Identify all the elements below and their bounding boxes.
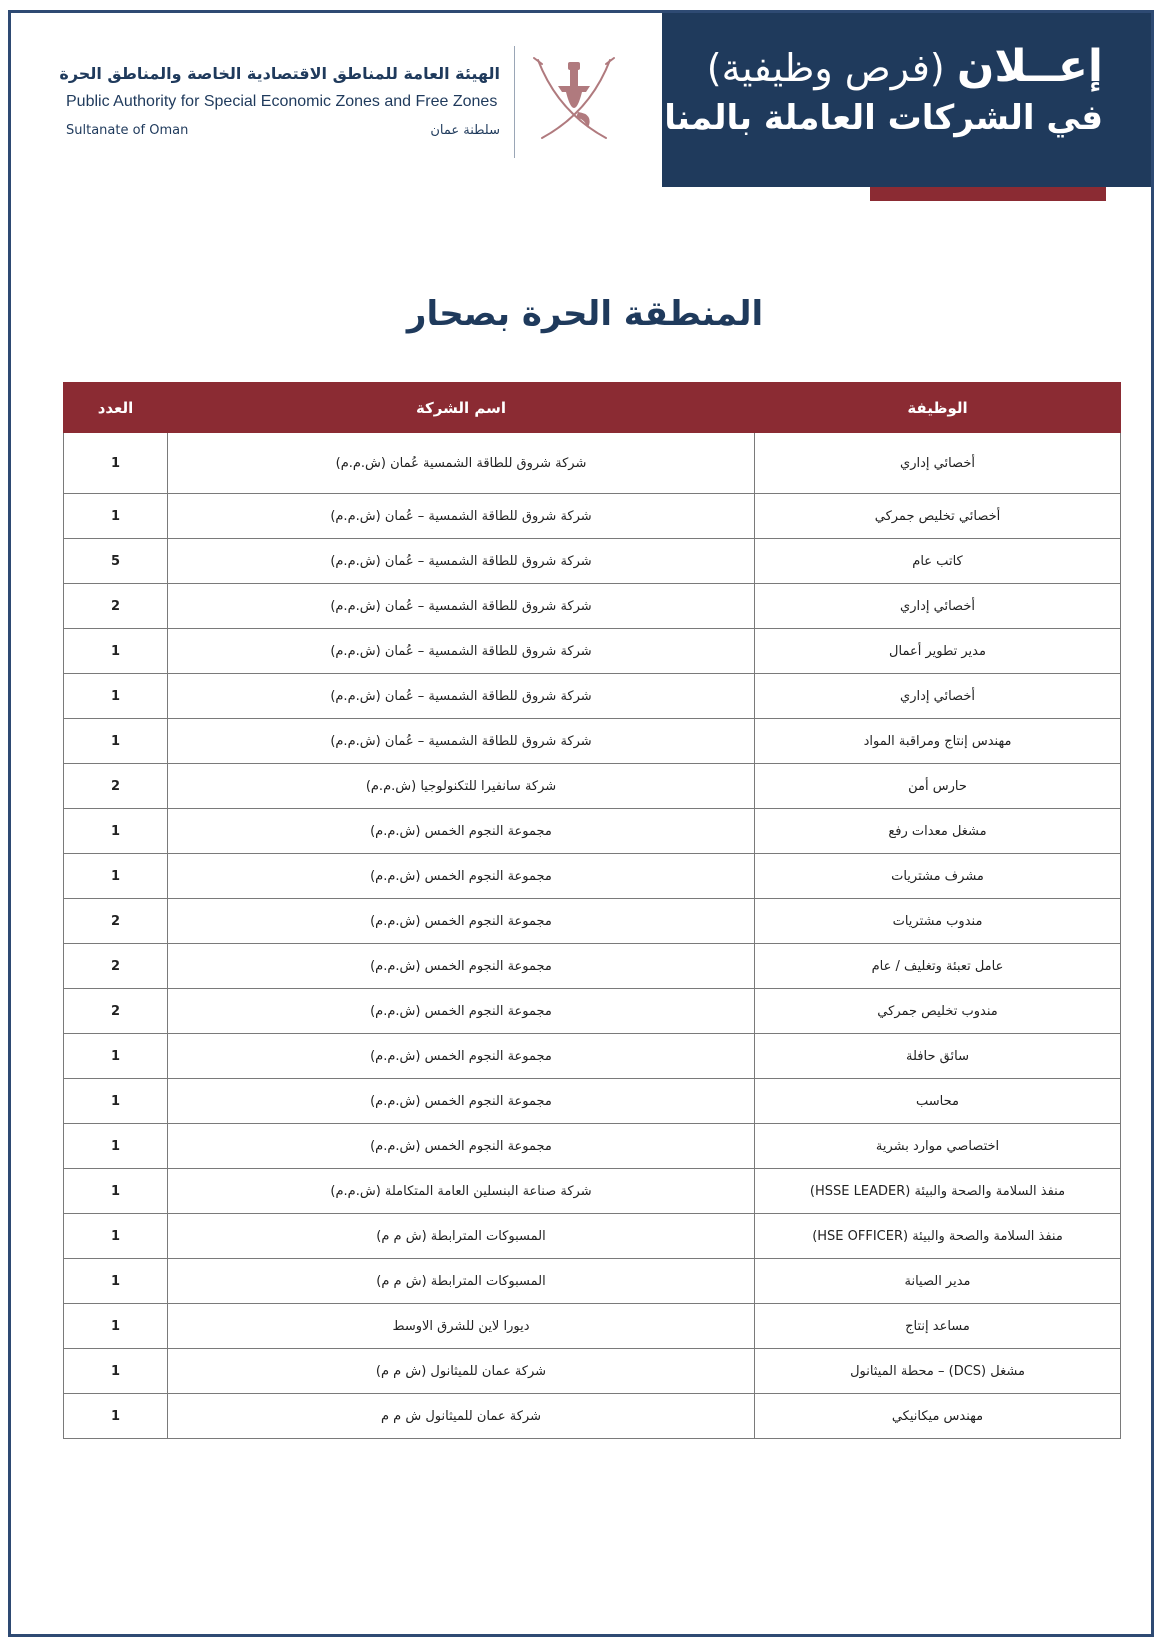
cell-job: أخصائي إداري (755, 674, 1121, 719)
cell-company: مجموعة النجوم الخمس (ش.م.م) (168, 854, 755, 899)
cell-company: شركة صناعة البنسلين العامة المتكاملة (ش.م.م) (168, 1169, 755, 1214)
country-en: Sultanate of Oman (66, 123, 189, 138)
cell-job: أخصائي إداري (755, 433, 1121, 494)
authority-name-ar: الهيئة العامة للمناطق الاقتصادية الخاصة والمناطق الحرة (59, 64, 500, 83)
cell-job: أخصائي تخليص جمركي (755, 494, 1121, 539)
cell-job: مشرف مشتريات (755, 854, 1121, 899)
cell-job: منفذ السلامة والصحة والبيئة (HSE OFFICER) (755, 1214, 1121, 1259)
cell-company: ديورا لاين للشرق الاوسط (168, 1304, 755, 1349)
header-count: العدد (64, 383, 168, 433)
header-company: اسم الشركة (168, 383, 755, 433)
cell-count: 1 (64, 1259, 168, 1304)
cell-job: مدير الصيانة (755, 1259, 1121, 1304)
cell-company: مجموعة النجوم الخمس (ش.م.م) (168, 989, 755, 1034)
cell-company: شركة عمان للميثانول ش م م (168, 1394, 755, 1439)
cell-company: مجموعة النجوم الخمس (ش.م.م) (168, 944, 755, 989)
cell-count: 2 (64, 989, 168, 1034)
banner-title (662, 43, 1103, 92)
table-row (64, 1214, 1121, 1259)
table-row (64, 433, 1121, 494)
cell-company: المسبوكات المترابطة (ش م م) (168, 1259, 755, 1304)
cell-job: كاتب عام (755, 539, 1121, 584)
cell-job: حارس أمن (755, 764, 1121, 809)
cell-count: 2 (64, 584, 168, 629)
banner-title-rest: (فرص وظيفية) (706, 46, 945, 90)
cell-count: 5 (64, 539, 168, 584)
cell-job: عامل تعبئة وتغليف / عام (755, 944, 1121, 989)
table-row (64, 1394, 1121, 1439)
table-row (64, 629, 1121, 674)
header-job: الوظيفة (755, 383, 1121, 433)
banner-subtitle: في الشركات العاملة بالمناطق (601, 98, 1103, 138)
table-row (64, 809, 1121, 854)
cell-count: 1 (64, 809, 168, 854)
cell-job: مهندس إنتاج ومراقبة المواد (755, 719, 1121, 764)
authority-block (59, 64, 500, 138)
header-divider (514, 46, 515, 158)
cell-count: 2 (64, 764, 168, 809)
table-row (64, 899, 1121, 944)
cell-count: 1 (64, 1214, 168, 1259)
table-row (64, 989, 1121, 1034)
cell-job: مهندس ميكانيكي (755, 1394, 1121, 1439)
cell-company: شركة شروق للطاقة الشمسية – عُمان (ش.م.م) (168, 539, 755, 584)
table-row (64, 1349, 1121, 1394)
cell-company: شركة شروق للطاقة الشمسية – عُمان (ش.م.م) (168, 719, 755, 764)
table-row (64, 674, 1121, 719)
cell-company: مجموعة النجوم الخمس (ش.م.م) (168, 1034, 755, 1079)
cell-job: مساعد إنتاج (755, 1304, 1121, 1349)
country-ar: سلطنة عمان (430, 123, 500, 138)
oman-emblem-icon (528, 52, 620, 146)
cell-count: 1 (64, 854, 168, 899)
cell-company: مجموعة النجوم الخمس (ش.م.م) (168, 1124, 755, 1169)
cell-count: 1 (64, 719, 168, 764)
cell-count: 1 (64, 1124, 168, 1169)
cell-company: شركة شروق للطاقة الشمسية – عُمان (ش.م.م) (168, 494, 755, 539)
cell-job: مدير تطوير أعمال (755, 629, 1121, 674)
cell-company: مجموعة النجوم الخمس (ش.م.م) (168, 809, 755, 854)
cell-company: المسبوكات المترابطة (ش م م) (168, 1214, 755, 1259)
cell-count: 1 (64, 1169, 168, 1214)
cell-count: 1 (64, 629, 168, 674)
table-row (64, 1259, 1121, 1304)
table-row (64, 1169, 1121, 1214)
cell-company: شركة سانفيرا للتكنولوجيا (ش.م.م) (168, 764, 755, 809)
cell-company: شركة شروق للطاقة الشمسية – عُمان (ش.م.م) (168, 584, 755, 629)
cell-company: شركة عمان للميثانول (ش م م) (168, 1349, 755, 1394)
cell-count: 1 (64, 494, 168, 539)
table-row (64, 944, 1121, 989)
jobs-table (63, 382, 1121, 1439)
cell-job: محاسب (755, 1079, 1121, 1124)
cell-count: 1 (64, 1034, 168, 1079)
cell-job: مشغل (DCS) – محطة الميثانول (755, 1349, 1121, 1394)
authority-name-en: Public Authority for Special Economic Zones and Free Zones (66, 93, 498, 110)
table-row (64, 719, 1121, 764)
table-row (64, 1034, 1121, 1079)
table-row (64, 854, 1121, 899)
cell-count: 1 (64, 1079, 168, 1124)
cell-job: اختصاصي موارد بشرية (755, 1124, 1121, 1169)
cell-job: مندوب مشتريات (755, 899, 1121, 944)
table-row (64, 764, 1121, 809)
announcement-banner (601, 13, 1151, 187)
section-title: المنطقة الحرة بصحار (406, 294, 764, 334)
cell-count: 1 (64, 674, 168, 719)
cell-job: مندوب تخليص جمركي (755, 989, 1121, 1034)
table-row (64, 539, 1121, 584)
cell-job: أخصائي إداري (755, 584, 1121, 629)
banner-title-strong: إعــلان (956, 41, 1103, 92)
table-header-row (64, 383, 1121, 433)
table-row (64, 1079, 1121, 1124)
cell-count: 1 (64, 433, 168, 494)
table-row (64, 494, 1121, 539)
cell-company: مجموعة النجوم الخمس (ش.م.م) (168, 1079, 755, 1124)
table-row (64, 1124, 1121, 1169)
cell-count: 1 (64, 1349, 168, 1394)
cell-company: شركة شروق للطاقة الشمسية – عُمان (ش.م.م) (168, 674, 755, 719)
cell-job: سائق حافلة (755, 1034, 1121, 1079)
cell-job: منفذ السلامة والصحة والبيئة (HSSE LEADER) (755, 1169, 1121, 1214)
cell-count: 2 (64, 944, 168, 989)
cell-company: شركة شروق للطاقة الشمسية عُمان (ش.م.م) (168, 433, 755, 494)
table-row (64, 1304, 1121, 1349)
table-row (64, 584, 1121, 629)
banner-accent-bar (870, 187, 1106, 201)
cell-job: مشغل معدات رفع (755, 809, 1121, 854)
cell-count: 1 (64, 1394, 168, 1439)
cell-count: 1 (64, 1304, 168, 1349)
cell-company: شركة شروق للطاقة الشمسية – عُمان (ش.م.م) (168, 629, 755, 674)
cell-count: 2 (64, 899, 168, 944)
cell-company: مجموعة النجوم الخمس (ش.م.م) (168, 899, 755, 944)
